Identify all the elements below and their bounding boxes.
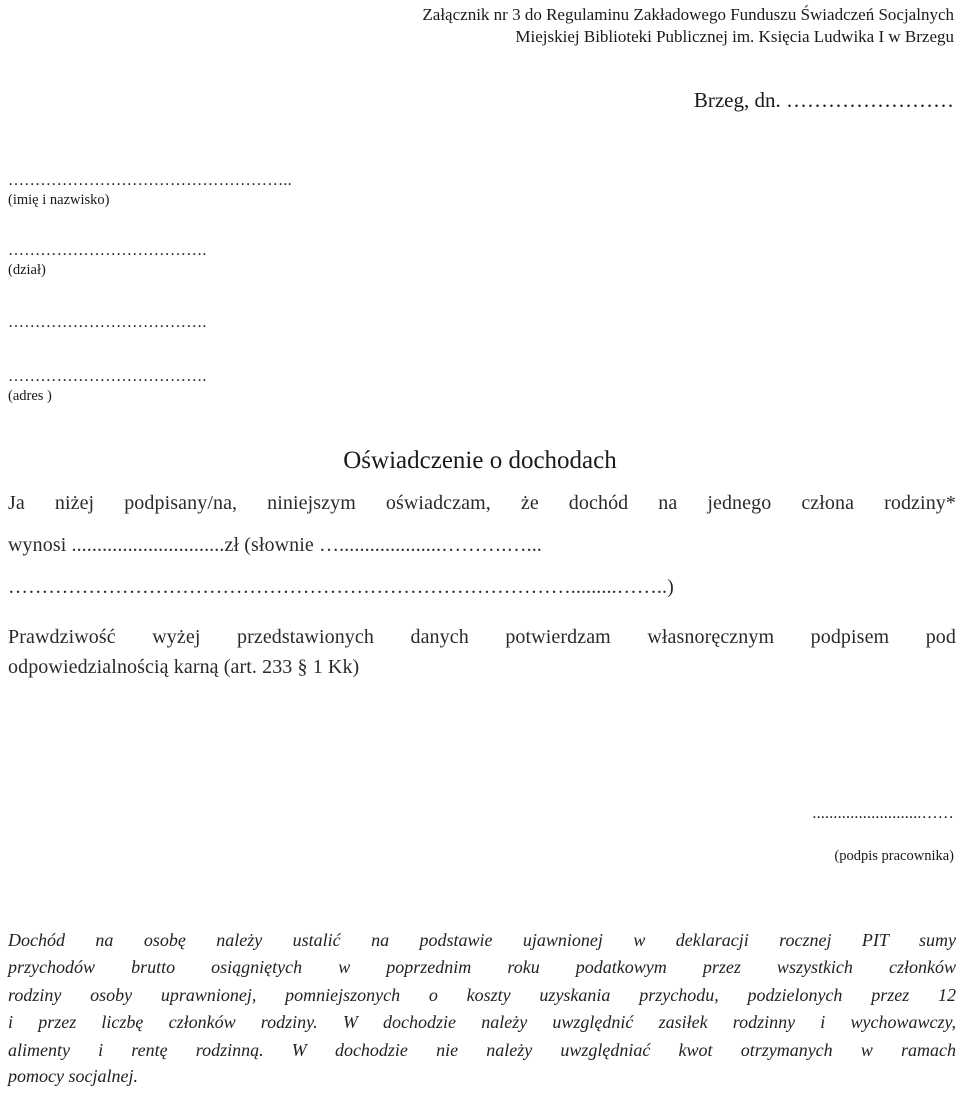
address-dotted-line-1: ………………………………. — [8, 314, 207, 331]
annex-header-line-1: Załącznik nr 3 do Regulaminu Zakładowego Funduszu Świadczeń Socjalnych — [422, 5, 954, 24]
address-label: (adres ) — [8, 388, 52, 404]
annex-header-line-2: Miejskiej Biblioteki Publicznej im. Księcia Ludwika I w Brzegu — [515, 27, 954, 46]
statement-line-4: Prawdziwość wyżej przedstawionych danych potwierdzam własnoręcznym podpisem pod — [8, 626, 956, 648]
signature-dotted-line: ..........................…… — [812, 805, 954, 822]
footnote-line-2: przychodów brutto osiągniętych w poprzednim roku podatkowym przez wszystkich członków — [8, 957, 956, 977]
footnote-line-1: Dochód na osobę należy ustalić na podstawie ujawnionej w deklaracji rocznej PIT sumy — [8, 930, 956, 950]
place-date: Brzeg, dn. …………………… — [693, 88, 954, 112]
address-dotted-line-2: ………………………………. — [8, 368, 207, 385]
department-label: (dział) — [8, 262, 46, 278]
name-label: (imię i nazwisko) — [8, 192, 110, 208]
statement-line-3: ………………………………………………………………………….........……..) — [8, 576, 674, 598]
statement-line-2: wynosi ..............................zł (słownie …....................……….…... — [8, 534, 542, 556]
signature-label: (podpis pracownika) — [834, 848, 954, 864]
document-title: Oświadczenie o dochodach — [343, 447, 617, 474]
footnote-line-4: i przez liczbę członków rodziny. W dochodzie należy uwzględnić zasiłek rodzinny i wychowawczy, — [8, 1012, 956, 1032]
name-dotted-line: …………………………………………….. — [8, 172, 292, 189]
department-dotted-line: ………………………………. — [8, 242, 207, 259]
footnote-line-3: rodziny osoby uprawnionej, pomniejszonych o koszty uzyskania przychodu, podzielonych przez 12 — [8, 985, 956, 1005]
statement-line-5: odpowiedzialnością karną (art. 233 § 1 Kk) — [8, 656, 360, 678]
statement-line-1: Ja niżej podpisany/na, niniejszym oświadczam, że dochód na jednego człona rodziny* — [8, 492, 956, 514]
footnote-line-5: alimenty i rentę rodzinną. W dochodzie nie należy uwzględniać kwot otrzymanych w ramach — [8, 1040, 956, 1060]
footnote-line-6: pomocy socjalnej. — [8, 1066, 138, 1086]
